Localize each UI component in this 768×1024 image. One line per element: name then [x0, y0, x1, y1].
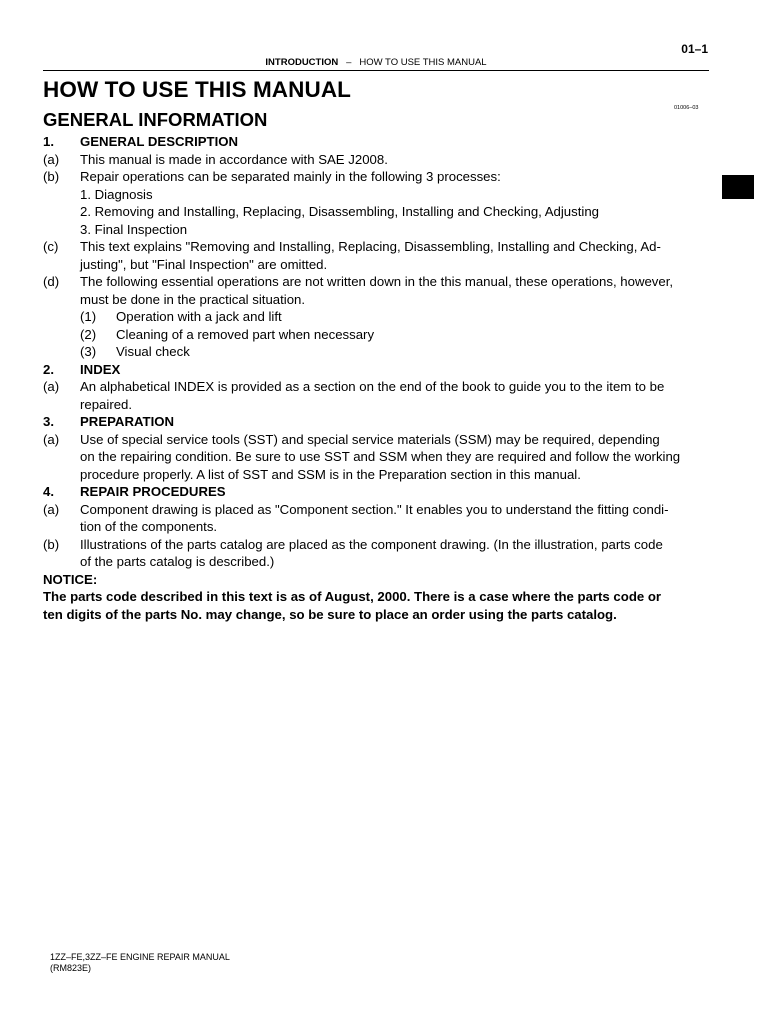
item-text: This manual is made in accordance with SAE J2008.	[80, 151, 388, 167]
heading-number: 4.	[43, 484, 54, 499]
manual-page: 01–1 INTRODUCTION – HOW TO USE THIS MANUAL HOW TO USE THIS MANUAL GENERAL INFORMATION 01006–03 1. GENERAL DESCRIPTION (a) This manual is made in accordance with SAE J2008. (b) Repair operations can be separated mainly in the following 3 processes: 1. Diagnosis 2. Removing and Installing, Replacing, Disassembling, Installing and Checking, Adjusting 3. Final Inspection (c) This text explains "Removing and Installing, Replacing, Disassembling, Installing and Checking, Ad- justing", but "Final Inspection" are omitted. (d) The following essential operations are not written down in the this manual, these operations, however, must be done in the practical situation. (1) Operation with a jack and lift (2) Cleaning of a removed part when necessary (3) Visual check 2. INDEX (a) An alphabetical INDEX is provided as a section on the end of the book to guide you to the item to be repaired. 3. PREPARATION (a) Use of special service tools (SST) and special service materials (SSM) may be required, depending on the repairing condition. Be sure to use SST and SSM when they are required and follow the working procedure properly. A list of SST and SSM is in the Preparation section in this manual. 4. REPAIR PROCEDURES (a) Component drawing is placed as "Component section." It enables you to understand the fitting condi- tion of the components. (b) Illustrations of the parts catalog are placed as the component drawing. (In the illustration, parts code of the parts catalog is described.) NOTICE: The parts code described in this text is as of August, 2000. There is a case where the parts code or ten digits of the parts No. may change, so be sure to place an order using the parts catalog. 1ZZ–FE,3ZZ–FE ENGINE REPAIR MANUAL (RM823E)	[0, 0, 768, 1024]
item-label: (b)	[43, 536, 60, 552]
header-divider	[43, 70, 709, 71]
section-tab-marker	[722, 175, 754, 199]
item-text: This text explains "Removing and Installing, Replacing, Disassembling, Installing and Checking, Ad-	[80, 239, 661, 254]
sub-item-label: (2)	[80, 326, 97, 342]
heading-text: REPAIR PROCEDURES	[80, 484, 226, 499]
footer-manual-title: 1ZZ–FE,3ZZ–FE ENGINE REPAIR MANUAL	[50, 952, 230, 962]
header-separator: –	[346, 57, 352, 68]
heading-number: 2.	[43, 361, 54, 377]
item-label: (c)	[43, 239, 59, 254]
item-text: The following essential operations are not written down in the this manual, these operations, however,	[80, 274, 674, 289]
item-text: An alphabetical INDEX is provided as a section on the end of the book to guide you to the item to be	[80, 379, 665, 394]
item-text: Use of special service tools (SST) and special service materials (SSM) may be required, depending	[80, 431, 660, 447]
sub-item-label: (1)	[80, 309, 97, 324]
item-text: Component drawing is placed as "Component section." It enables you to understand the fitting condi-	[80, 501, 669, 517]
section-title: GENERAL INFORMATION	[43, 109, 268, 130]
sub-item-text: Cleaning of a removed part when necessary	[116, 326, 375, 342]
heading-text: INDEX	[80, 361, 121, 377]
item-label: (a)	[43, 431, 60, 447]
heading-number: 1.	[43, 134, 54, 149]
page-number: 01–1	[681, 42, 708, 56]
sub-item-text: Operation with a jack and lift	[116, 309, 282, 324]
heading-text: PREPARATION	[80, 414, 175, 429]
item-label: (b)	[43, 169, 60, 184]
item-label: (a)	[43, 151, 60, 167]
page-title: HOW TO USE THIS MANUAL	[43, 77, 352, 102]
heading-number: 3.	[43, 414, 54, 429]
running-header	[43, 57, 709, 68]
item-label: (a)	[43, 501, 60, 517]
sub-item-label: (3)	[80, 344, 97, 359]
item-text: Illustrations of the parts catalog are placed as the component drawing. (In the illustration, parts code	[80, 536, 663, 552]
item-label: (a)	[43, 379, 60, 394]
heading-text: GENERAL DESCRIPTION	[80, 134, 239, 149]
header-section: INTRODUCTION	[265, 57, 339, 68]
header-subsection: HOW TO USE THIS MANUAL	[359, 57, 487, 68]
footer-manual-code: (RM823E)	[50, 963, 92, 973]
document-code: 01006–03	[674, 105, 699, 111]
item-label: (d)	[43, 274, 60, 289]
sub-item-text: Visual check	[116, 344, 190, 359]
item-text: Repair operations can be separated mainly in the following 3 processes:	[80, 169, 501, 184]
